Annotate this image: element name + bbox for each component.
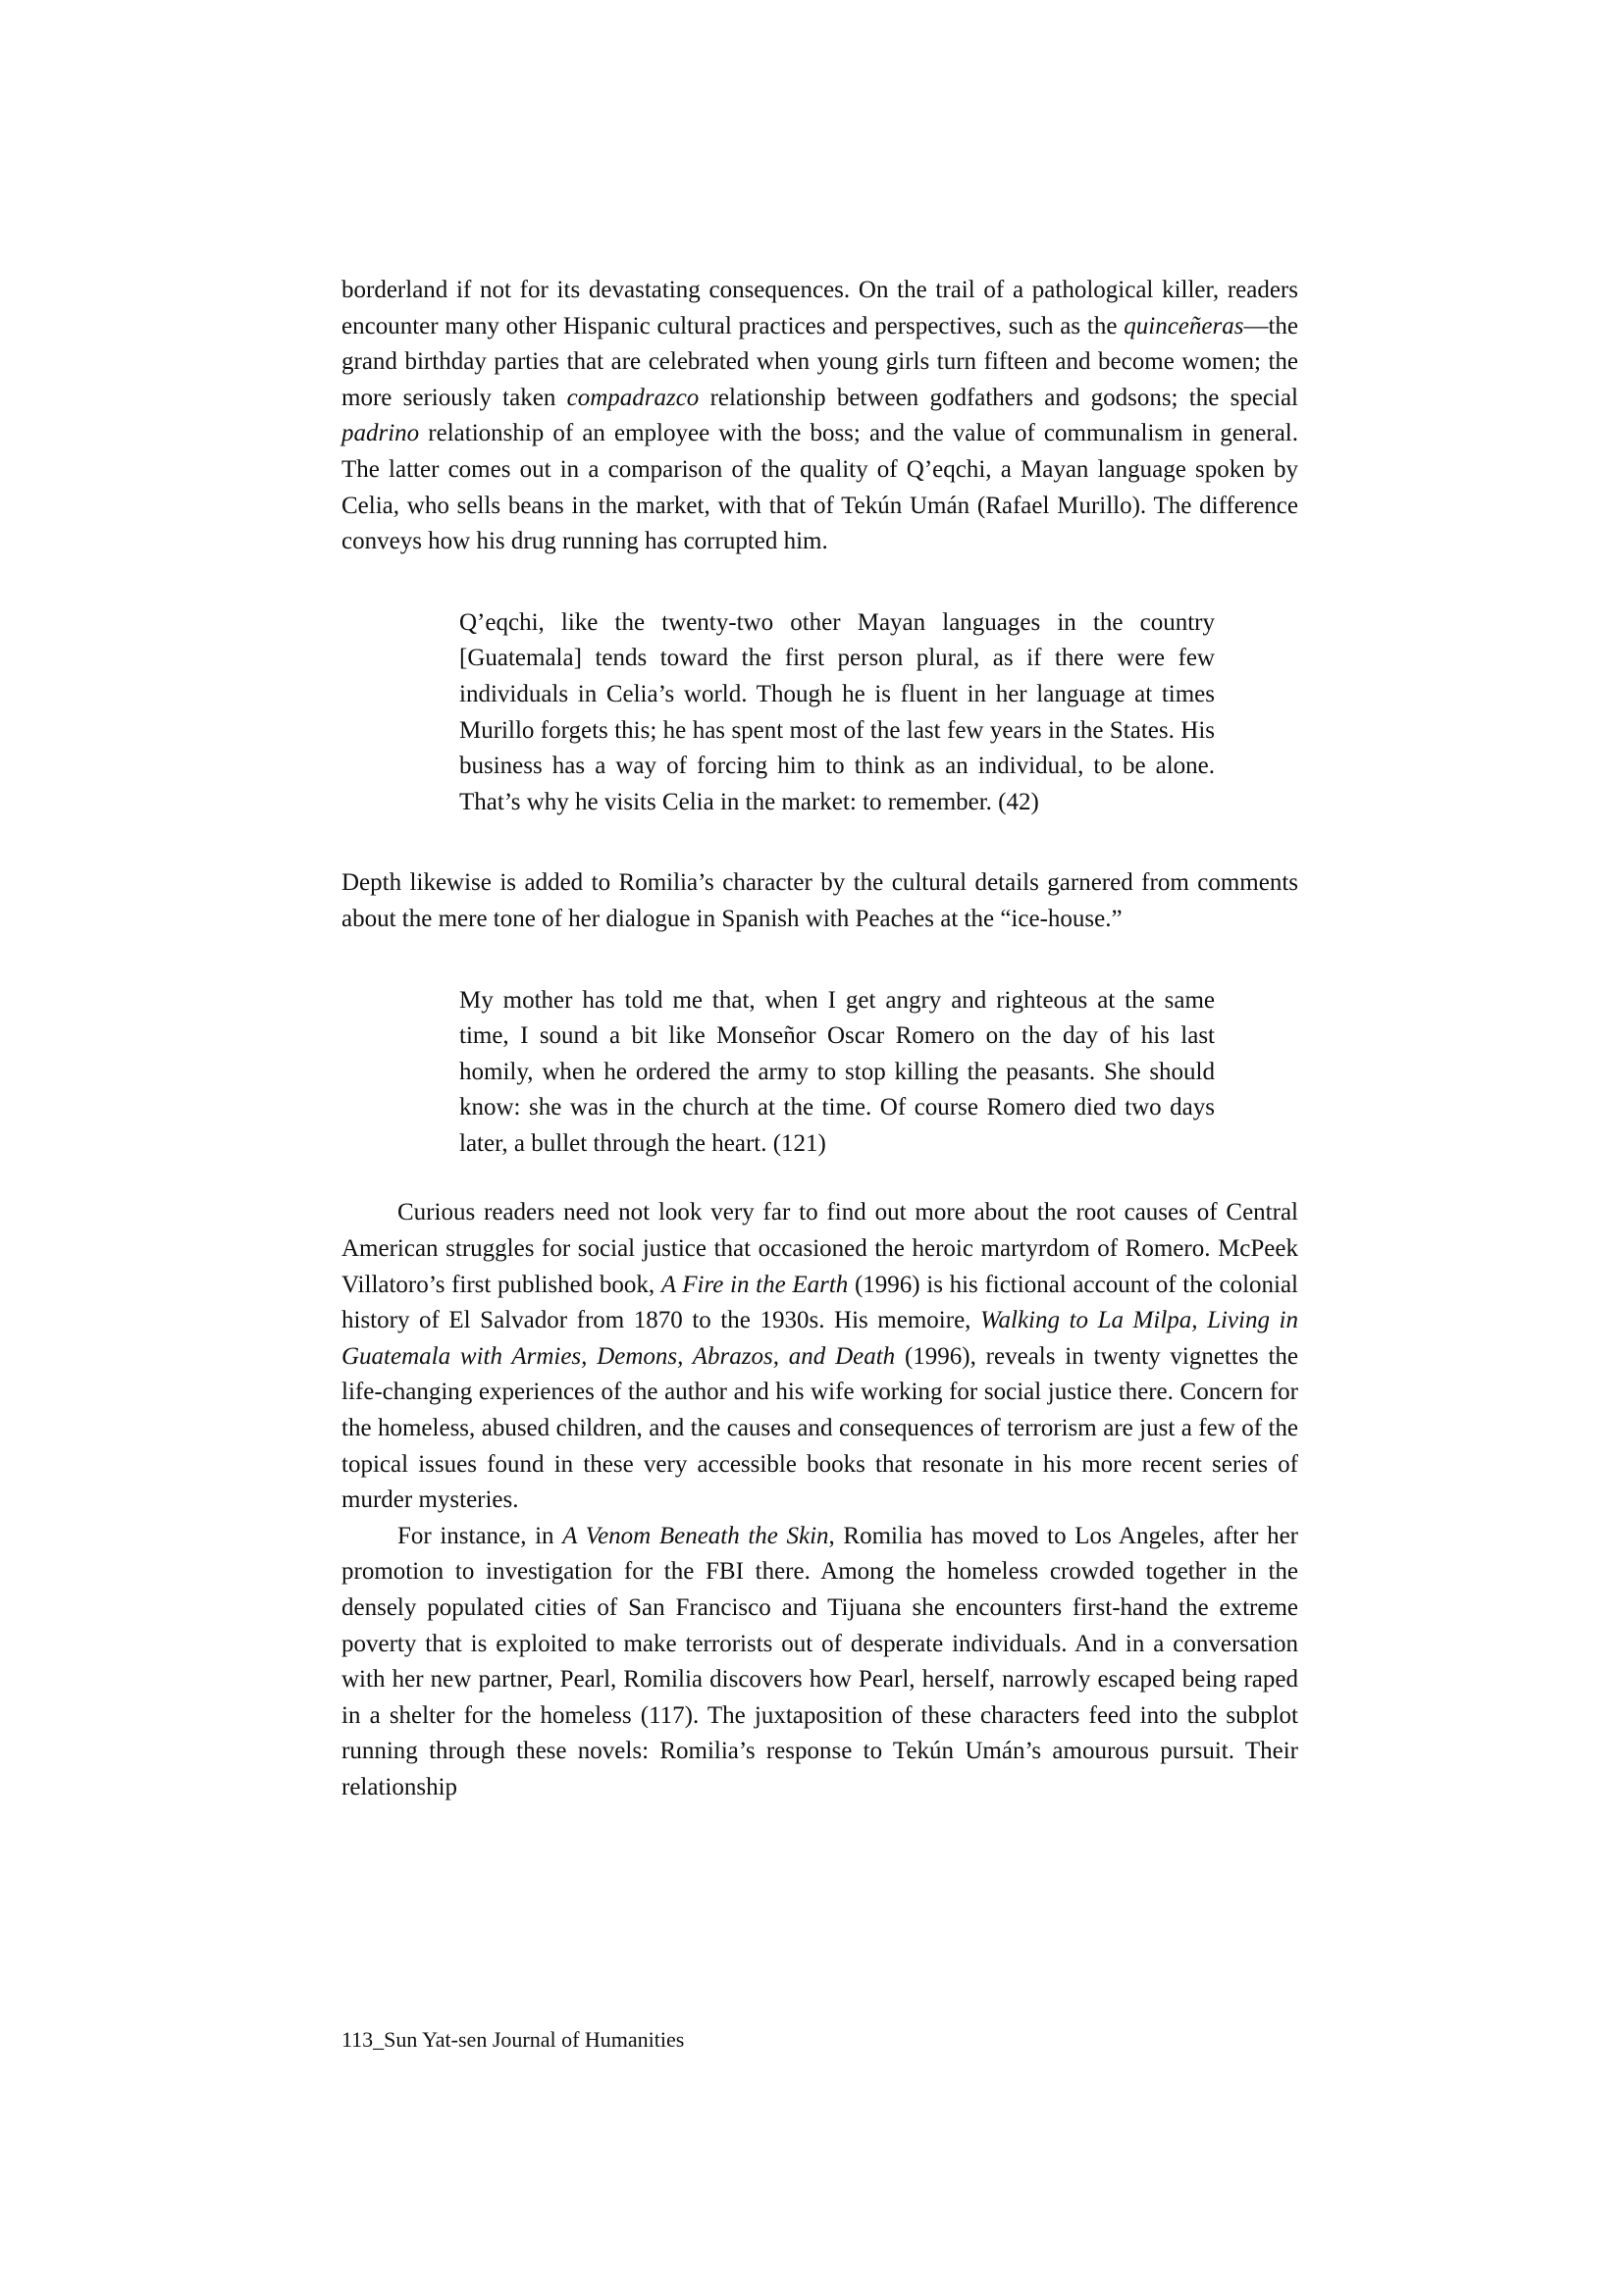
text-run: relationship of an employee with the boss; and the value of communalism in general. The latter comes out in a comparison of the quality of Q’eqchi, a Mayan language spoken by Celia, who sells beans in the market, with that of Tekún Umán (Rafael Murillo). The difference conveys how his drug running has corrupted him. (341, 420, 1298, 555)
text-run: Curious readers need not look very far to find out more about the root causes of Central American struggles for social justice that occasioned the heroic martyrdom of Romero. McPeek Villatoro’s first published book, (341, 1199, 1298, 1298)
block-quote-2: My mother has told me that, when I get angry and righteous at the same time, I sound a bit like Monseñor Oscar Romero on the day of his last homily, when he ordered the army to stop killing the peasants. She should know: she was in the church at the time. Of course Romero died two days later, a bullet through the heart. (121) (459, 986, 1215, 1157)
text-run: (1996), reveals in twenty vignettes the life-changing experiences of the author and his wife working for social justice there. Concern for the homeless, abused children, and the causes and consequences of terrorism are just a few of the topical issues found in these very accessible books that resonate in his more recent series of murder mysteries. (341, 1342, 1298, 1514)
italic-title-run: quinceñeras (1124, 312, 1244, 339)
text-run: , Romilia has moved to Los Angeles, after her promotion to investigation for the FBI there. Among the homeless crowded together in the densely populated cities of San Francisco and Tijuana she encounters first-hand the extreme poverty that is exploited to make terrorists out of desperate individuals. And in a conversation with her new partner, Pearl, Romilia discovers how Pearl, herself, narrowly escaped being raped in a shelter for the homeless (117). The juxtaposition of these characters feed into the subplot running through these novels: Romilia’s response to Tekún Umán’s amourous pursuit. Their relationship (341, 1522, 1298, 1800)
italic-title-run: Walking to La Milpa, Living in Guatemala with Armies, Demons, Abrazos, and Death (341, 1307, 1298, 1370)
italic-title-run: A Venom Beneath the Skin (562, 1522, 829, 1549)
text-run: —the grand birthday parties that are celebrated when young girls turn fifteen and become women; the more seriously taken (341, 312, 1298, 411)
paragraph-2: Depth likewise is added to Romilia’s character by the cultural details garnered from comments about the mere tone of her dialogue in Spanish with Peaches at the “ice-house.” (341, 869, 1298, 932)
paragraph-1 (341, 273, 1298, 560)
text-run: relationship between godfathers and godsons; the special (699, 384, 1298, 411)
paragraph-3 (341, 1195, 1298, 1518)
italic-title-run: padrino (341, 420, 420, 447)
page-footer: 113_Sun Yat-sen Journal of Humanities (341, 2027, 685, 2052)
block-quote-1: Q’eqchi, like the twenty-two other Mayan languages in the country [Guatemala] tends toward the first person plural, as if there were few individuals in Celia’s world. Though he is fluent in her language at times Murillo forgets this; he has spent most of the last few years in the States. His business has a way of forcing him to think as an individual, to be alone. That’s why he visits Celia in the market: to remember. (42) (459, 608, 1215, 815)
paragraph-4 (341, 1519, 1298, 1806)
italic-title-run: A Fire in the Earth (660, 1271, 849, 1298)
text-run: (1996) is his fictional account of the colonial history of El Salvador from 1870 to the 1930s. His memoire, (341, 1271, 1299, 1334)
text-run: borderland if not for its devastating consequences. On the trail of a pathological killer, readers encounter many other Hispanic cultural practices and perspectives, such as the (341, 277, 1298, 339)
text-run: For instance, in (397, 1522, 563, 1549)
page-body (341, 273, 1298, 1806)
italic-title-run: compadrazco (566, 384, 700, 411)
